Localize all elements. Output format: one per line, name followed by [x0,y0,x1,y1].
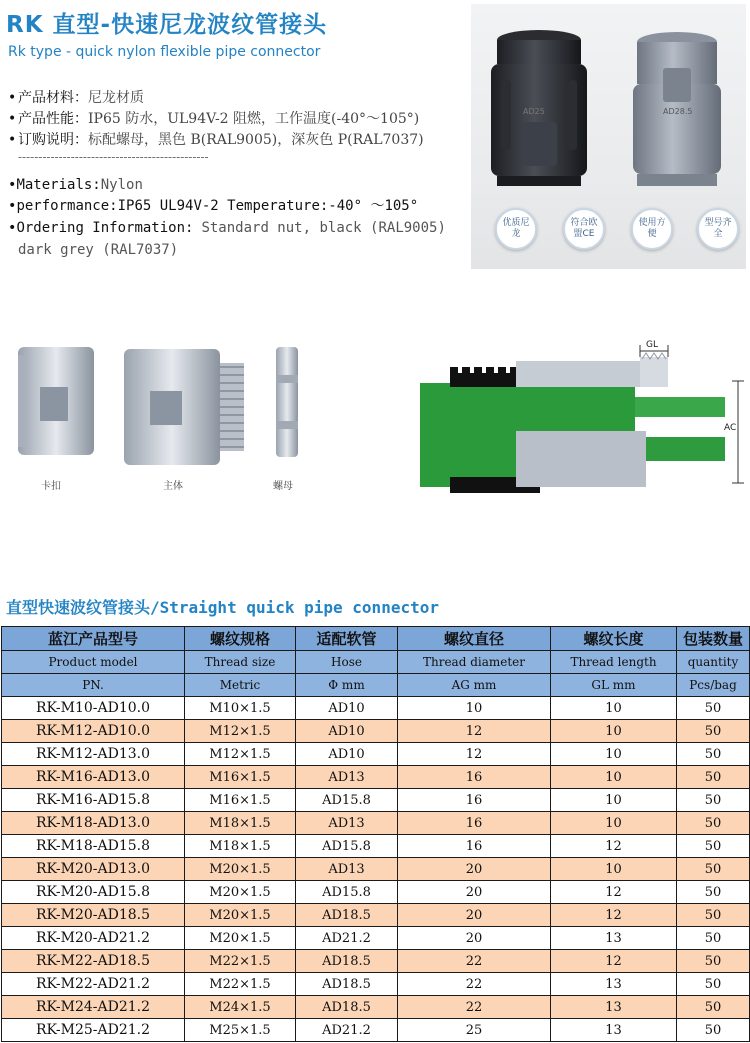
table-cell: 50 [677,996,750,1019]
spec-en-ordering-cont: dark grey (RAL7037) [18,242,179,258]
spec-cn-ordering: • 订购说明：标配螺母，黑色 B(RAL9005)，深灰色 P(RAL7037) [8,130,424,151]
table-cell: RK-M22-AD18.5 [2,950,185,973]
table-row [2,950,750,973]
table-cell: 13 [551,996,677,1019]
table-header-unit: PN. Metric Φ mm AG mm GL mm Pcs/bag [2,674,750,697]
table-cell: M12×1.5 [185,743,296,766]
svg-text:AD25: AD25 [523,107,545,116]
table-cell: 10 [398,697,551,720]
table-cell: M20×1.5 [185,927,296,950]
svg-text:AD28.5: AD28.5 [663,107,693,116]
table-cell: 50 [677,766,750,789]
table-cell: RK-M25-AD21.2 [2,1019,185,1042]
badge-ce: 符合欧盟CE [563,208,605,250]
divider-line: ----------------------------------------------- [18,150,209,164]
table-cell: RK-M18-AD13.0 [2,812,185,835]
table-cell: 13 [551,927,677,950]
table-cell: 50 [677,973,750,996]
table-cell: AD13 [296,858,398,881]
page-title: RK 直型-快速尼龙波纹管接头 [6,12,328,38]
bullet-icon: • [8,198,17,214]
table-cell: AD15.8 [296,881,398,904]
table-cell: 50 [677,743,750,766]
table-row [2,996,750,1019]
table-cell: AD18.5 [296,996,398,1019]
table-cell: 50 [677,881,750,904]
connector-top-shape [516,361,646,387]
table-cell: 12 [398,743,551,766]
table-cell: 13 [551,973,677,996]
table-cell: 50 [677,927,750,950]
table-row [2,973,750,996]
table-cell: 22 [398,950,551,973]
table-cell: 12 [551,881,677,904]
table-cell: AD15.8 [296,835,398,858]
table-header-cn: 蓝江产品型号 螺纹规格 适配软管 螺纹直径 螺纹长度 包装数量 [2,627,750,651]
table-cell: AD15.8 [296,789,398,812]
table-cell: 12 [551,904,677,927]
table-cell: 12 [551,835,677,858]
table-row [2,743,750,766]
table-cell: RK-M20-AD13.0 [2,858,185,881]
table-cell: RK-M20-AD15.8 [2,881,185,904]
bullet-icon: • [8,132,17,148]
table-cell: 10 [551,789,677,812]
clip-label: 卡扣 [41,481,61,492]
spec-en-material: •Materials:Nylon [8,177,143,193]
exploded-parts-illustration [0,335,420,495]
table-row [2,1019,750,1042]
table-cell: M22×1.5 [185,950,296,973]
table-cell: 16 [398,835,551,858]
table-cell: 50 [677,904,750,927]
body-part-image [124,349,244,465]
table-cell: 25 [398,1019,551,1042]
spec-cn-performance: • 产品性能：IP65 防水，UL94V-2 阻燃，工作温度(-40°～105°) [8,109,419,130]
table-cell: 16 [398,766,551,789]
table-cell: AD10 [296,697,398,720]
table-cell: AD10 [296,743,398,766]
table-cell: 10 [551,858,677,881]
table-cell: M25×1.5 [185,1019,296,1042]
table-cell: M20×1.5 [185,904,296,927]
table-cell: 50 [677,950,750,973]
nut-label: 螺母 [273,481,293,492]
table-cell: 20 [398,881,551,904]
spec-table [1,626,750,1042]
gl-dimension-label: GL [646,340,658,350]
table-cell: RK-M22-AD21.2 [2,973,185,996]
table-cell: 50 [677,789,750,812]
table-row [2,904,750,927]
badge-quality-nylon: 优质尼龙 [495,208,537,250]
table-cell: M10×1.5 [185,697,296,720]
exploded-parts-view [0,335,420,495]
table-cell: AD13 [296,766,398,789]
bullet-icon: • [8,177,17,193]
table-cell: AD21.2 [296,1019,398,1042]
body-label: 主体 [163,481,183,492]
table-row [2,881,750,904]
table-cell: RK-M24-AD21.2 [2,996,185,1019]
connector-bottom-shape [516,431,646,487]
table-cell: 10 [551,812,677,835]
table-row [2,789,750,812]
spec-cn-material: • 产品材料：尼龙材质 [8,88,144,109]
table-cell: RK-M18-AD15.8 [2,835,185,858]
table-cell: 10 [551,697,677,720]
table-cell: RK-M12-AD10.0 [2,720,185,743]
table-cell: RK-M12-AD13.0 [2,743,185,766]
table-cell: AD18.5 [296,904,398,927]
table-cell: 12 [551,950,677,973]
table-cell: 22 [398,973,551,996]
table-row [2,858,750,881]
table-cell: RK-M10-AD10.0 [2,697,185,720]
nut-part-image [276,347,298,457]
table-cell: 22 [398,996,551,1019]
bullet-icon: • [8,90,17,106]
grey-connector-image [633,32,721,186]
table-cell: RK-M16-AD15.8 [2,789,185,812]
table-row [2,697,750,720]
table-cell: 20 [398,904,551,927]
spec-en-performance: •performance:IP65 UL94V-2 Temperature:-40° ～105° [8,198,419,214]
ac-dimension-label: AC [724,423,737,433]
table-cell: AD10 [296,720,398,743]
table-cell: M16×1.5 [185,789,296,812]
page-subtitle: Rk type - quick nylon flexible pipe connector [8,44,321,60]
table-row [2,835,750,858]
table-row [2,927,750,950]
table-cell: AD21.2 [296,927,398,950]
table-cell: 16 [398,789,551,812]
table-cell: M24×1.5 [185,996,296,1019]
table-cell: 20 [398,927,551,950]
table-row [2,720,750,743]
table-cell: AD18.5 [296,973,398,996]
table-cell: M20×1.5 [185,881,296,904]
table-cell: 20 [398,858,551,881]
table-cell: M12×1.5 [185,720,296,743]
table-header-en: Product model Thread size Hose Thread diameter Thread length quantity [2,651,750,674]
table-cell: 10 [551,743,677,766]
table-cell: RK-M16-AD13.0 [2,766,185,789]
table-cell: M22×1.5 [185,973,296,996]
table-cell: 50 [677,720,750,743]
table-cell: RK-M20-AD21.2 [2,927,185,950]
table-cell: M20×1.5 [185,858,296,881]
table-row [2,766,750,789]
clip-part-image [18,347,94,455]
table-cell: 50 [677,835,750,858]
table-cell: 10 [551,766,677,789]
black-connector-image [491,30,587,186]
table-cell: RK-M20-AD18.5 [2,904,185,927]
table-cell: M18×1.5 [185,812,296,835]
table-cell: AD18.5 [296,950,398,973]
table-cell: 50 [677,1019,750,1042]
table-cell: AD13 [296,812,398,835]
section-title: 直型快速波纹管接头/Straight quick pipe connector [6,598,439,617]
table-cell: 16 [398,812,551,835]
table-cell: M18×1.5 [185,835,296,858]
table-cell: 10 [551,720,677,743]
badge-full-range: 型号齐全 [697,208,739,250]
table-cell: M16×1.5 [185,766,296,789]
badge-easy-use: 使用方便 [631,208,673,250]
product-photo [471,4,746,269]
bullet-icon: • [8,111,17,127]
table-row [2,812,750,835]
table-cell: 50 [677,697,750,720]
table-cell: 12 [398,720,551,743]
cross-section-diagram [420,335,750,500]
table-cell: 13 [551,1019,677,1042]
bullet-icon: • [8,220,17,236]
table-cell: 50 [677,858,750,881]
table-cell: 50 [677,812,750,835]
spec-en-ordering: •Ordering Information: Standard nut, black (RAL9005) [8,220,446,236]
